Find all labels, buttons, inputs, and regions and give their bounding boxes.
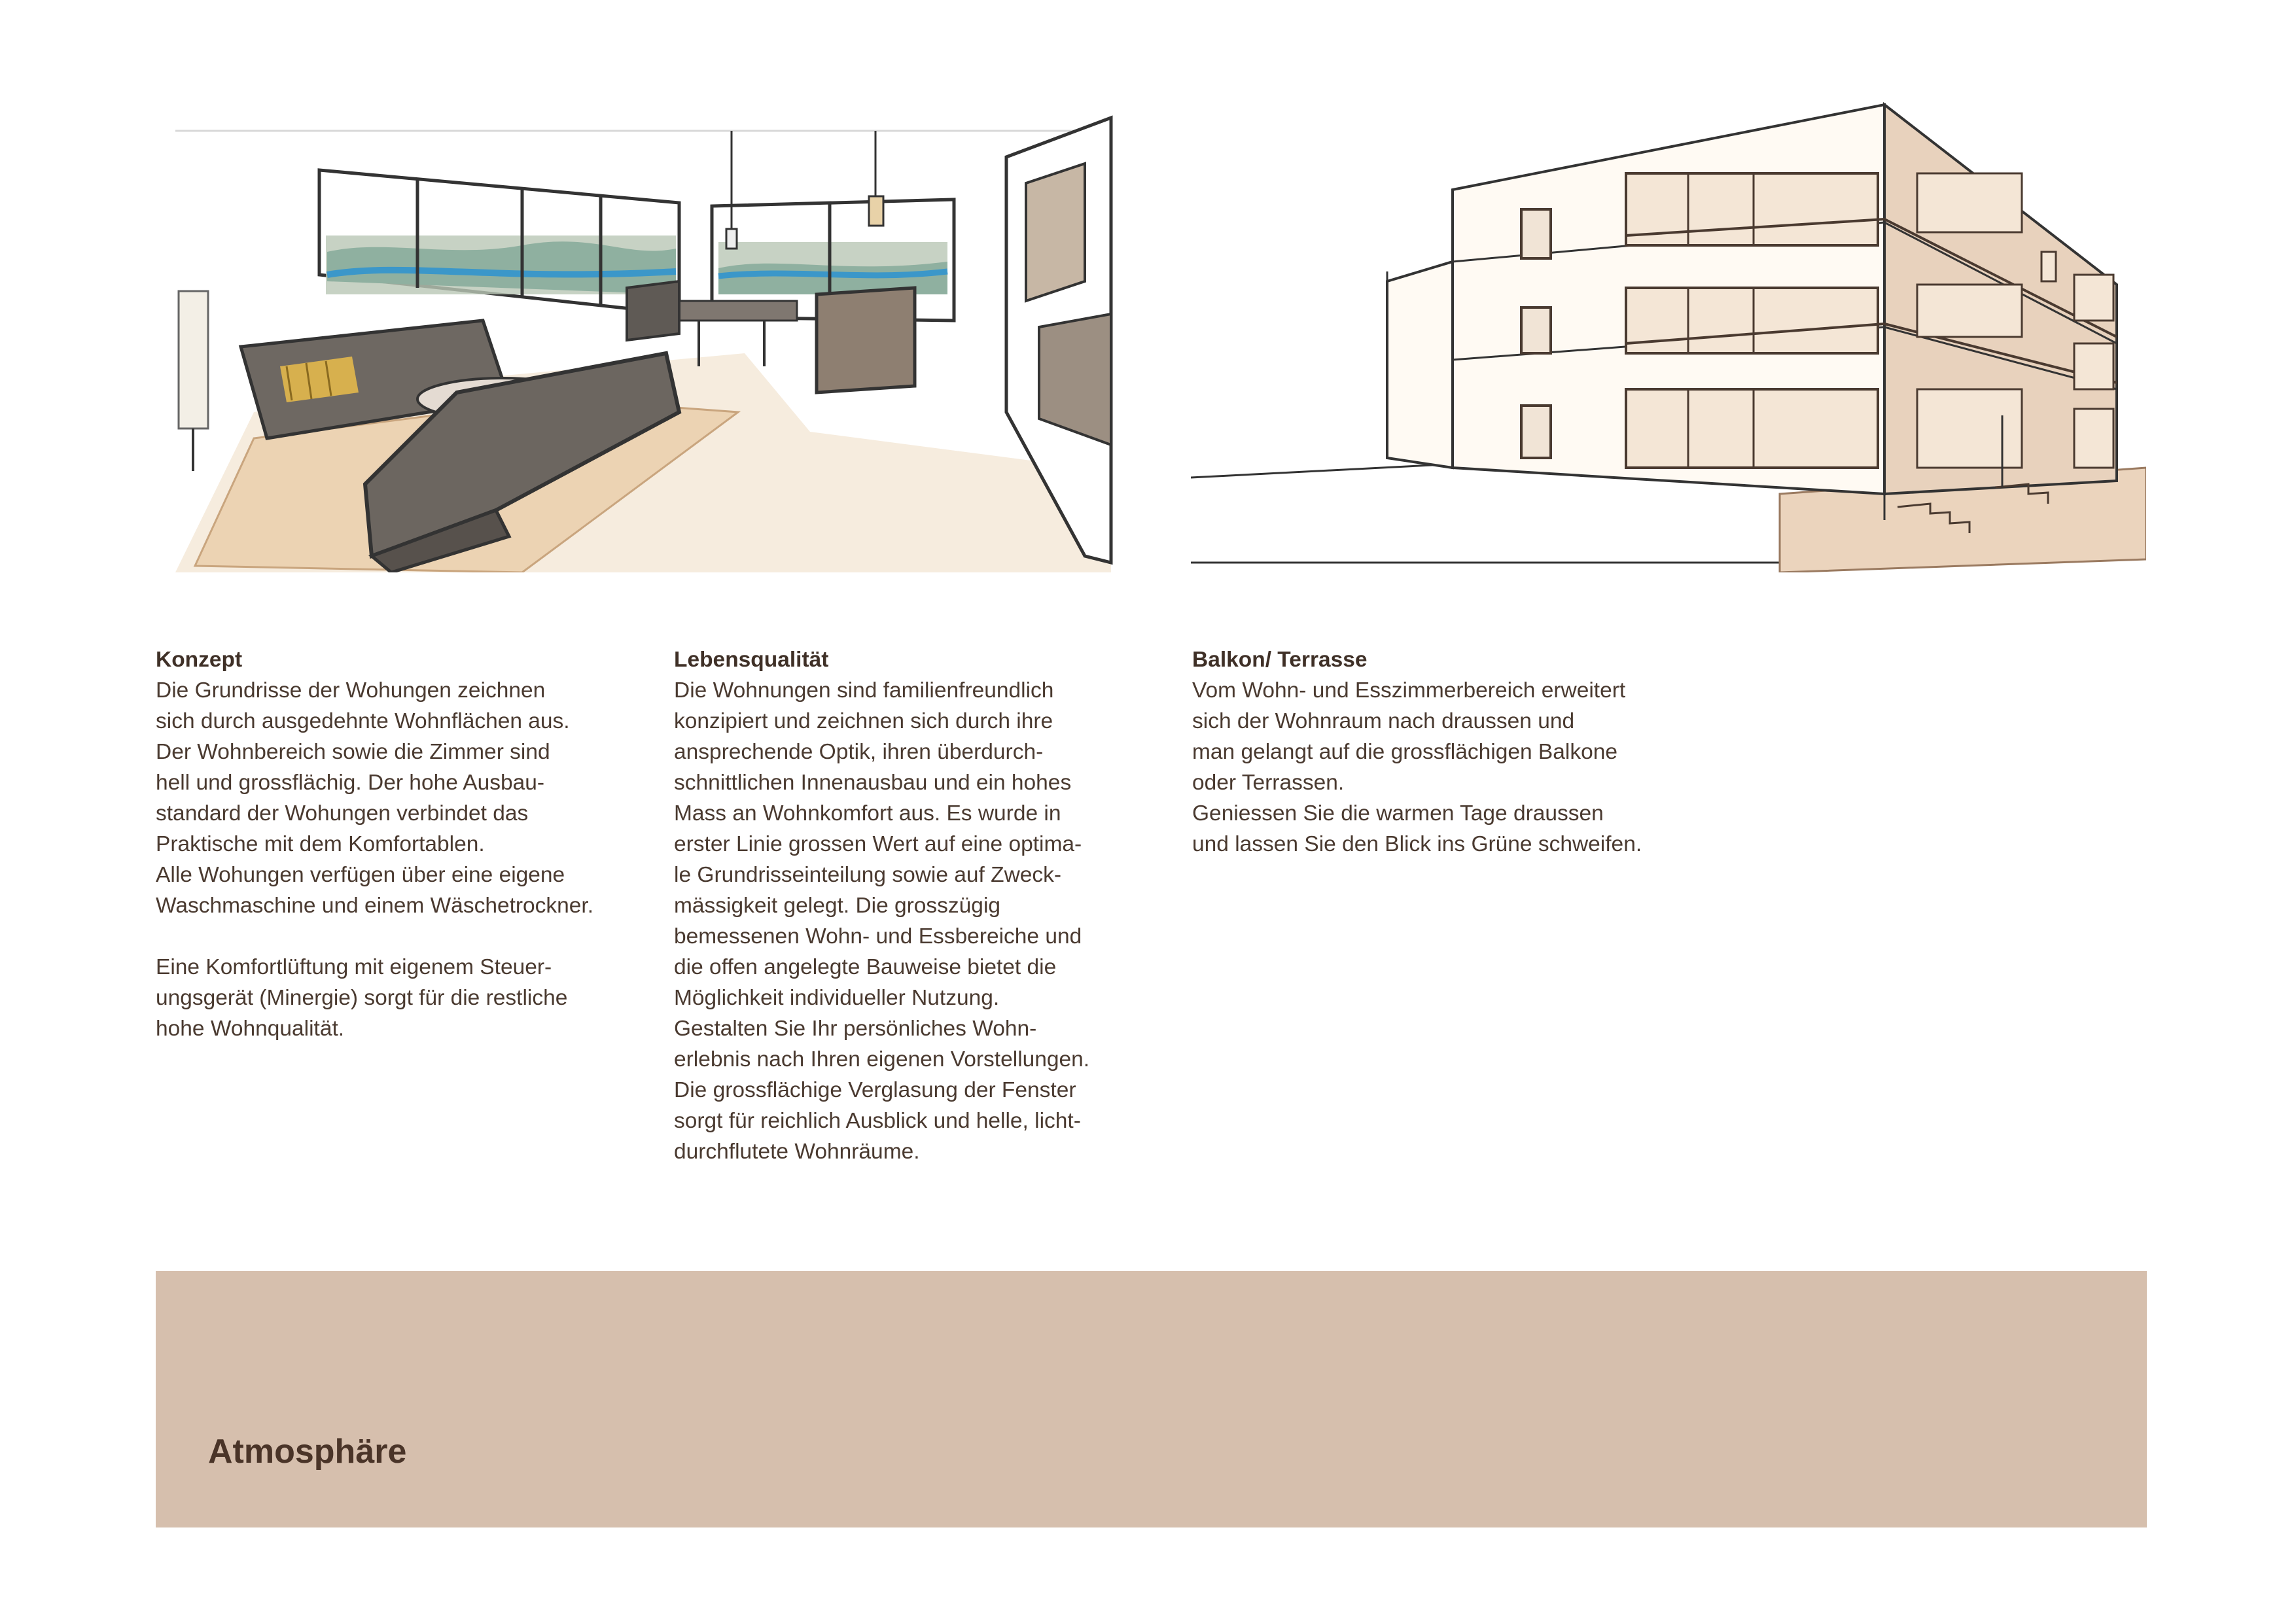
body-line: sorgt für reichlich Ausblick und helle, licht-	[674, 1109, 1081, 1133]
body-line: konzipiert und zeichnen sich durch ihre	[674, 709, 1053, 733]
building-exterior-sketch-icon	[1191, 101, 2146, 572]
body-line: sich der Wohnraum nach draussen und	[1192, 709, 1575, 733]
body-line: Mass an Wohnkomfort aus. Es wurde in	[674, 801, 1061, 826]
body-line: Alle Wohungen verfügen über eine eigene	[156, 863, 565, 887]
column-lebensqualitaet	[674, 644, 1171, 1167]
body-line: Gestalten Sie Ihr persönliches Wohn-	[674, 1017, 1037, 1041]
body-line: schnittlichen Innenausbau und ein hohes	[674, 771, 1072, 795]
body-line: man gelangt auf die grossflächigen Balkone	[1192, 740, 1617, 764]
body-line: erlebnis nach Ihren eigenen Vorstellungen.	[674, 1047, 1090, 1072]
body-line: ansprechende Optik, ihren überdurch-	[674, 740, 1044, 764]
body-line: Möglichkeit individueller Nutzung.	[674, 986, 1000, 1010]
body-line: bemessenen Wohn- und Essbereiche und	[674, 924, 1082, 949]
body-line: erster Linie grossen Wert auf eine optima-	[674, 832, 1082, 856]
body-line: standard der Wohungen verbindet das	[156, 801, 529, 826]
body-line: oder Terrassen.	[1192, 771, 1345, 795]
column-title: Balkon/ Terrasse	[1192, 648, 1368, 672]
body-line: le Grundrisseinteilung sowie auf Zweck-	[674, 863, 1062, 887]
body-line: Die Wohnungen sind familienfreundlich	[674, 678, 1054, 703]
section-banner	[156, 1271, 2147, 1527]
body-line: sich durch ausgedehnte Wohnflächen aus.	[156, 709, 570, 733]
section-title: Atmosphäre	[208, 1433, 407, 1471]
body-line: Der Wohnbereich sowie die Zimmer sind	[156, 740, 550, 764]
body-line: Praktische mit dem Komfortablen.	[156, 832, 485, 856]
body-line: mässigkeit gelegt. Die grosszügig	[674, 894, 1001, 918]
column-title: Konzept	[156, 648, 243, 672]
body-line: Die grossflächige Verglasung der Fenster	[674, 1078, 1076, 1102]
body-line: und lassen Sie den Blick ins Grüne schweifen.	[1192, 832, 1642, 856]
body-line: Geniessen Sie die warmen Tage draussen	[1192, 801, 1604, 826]
interior-living-room-sketch-icon	[156, 105, 1118, 572]
body-line: Waschmaschine und einem Wäschetrockner.	[156, 894, 594, 918]
body-line: Eine Komfortlüftung mit eigenem Steuer-	[156, 955, 552, 979]
column-title: Lebensqualität	[674, 648, 829, 672]
body-line: ungsgerät (Minergie) sorgt für die restliche	[156, 986, 568, 1010]
body-line: hohe Wohnqualität.	[156, 1017, 345, 1041]
body-line: Die Grundrisse der Wohungen zeichnen	[156, 678, 546, 703]
paragraph-gap	[156, 921, 653, 952]
column-balkon-terrasse	[1192, 644, 1689, 860]
body-line: Vom Wohn- und Esszimmerbereich erweitert	[1192, 678, 1626, 703]
body-line: hell und grossflächig. Der hohe Ausbau-	[156, 771, 545, 795]
body-line: durchflutete Wohnräume.	[674, 1140, 920, 1164]
column-konzept	[156, 644, 653, 1044]
body-line: die offen angelegte Bauweise bietet die	[674, 955, 1057, 979]
